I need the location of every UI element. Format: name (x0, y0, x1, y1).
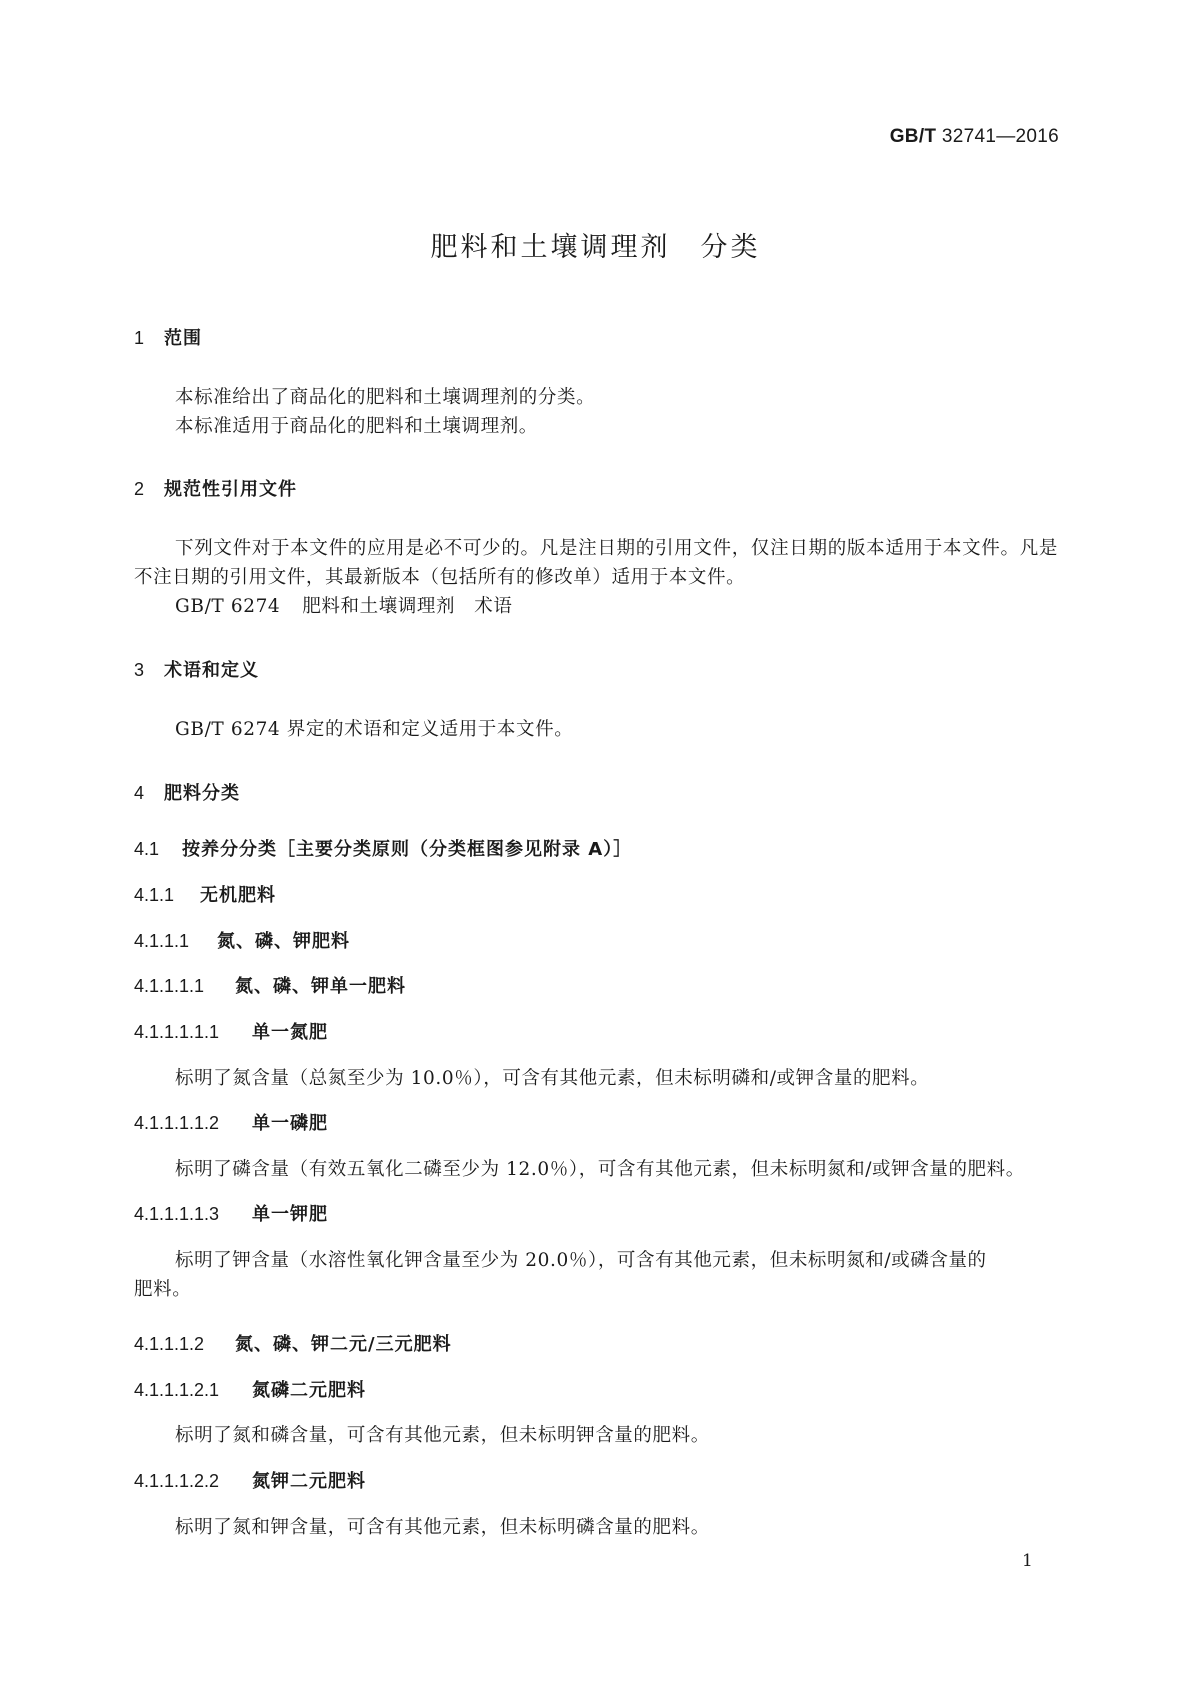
normative-reference: GB/T 6274 肥料和土壤调理剂 术语 (175, 596, 513, 617)
section-4-1-1-1-2-2-text: 标明了氮和钾含量，可含有其他元素，但未标明磷含量的肥料。 (175, 1517, 710, 1538)
section-3-heading: 3 术语和定义 (134, 660, 259, 681)
section-4-1-heading: 4.1 按养分分类［主要分类原则（分类框图参见附录 A）］ (134, 839, 633, 860)
section-4-1-1-1-2-heading: 4.1.1.1.2 氮、磷、钾二元/三元肥料 (134, 1334, 452, 1355)
section-4-1-1-1-1-1-heading: 4.1.1.1.1.1 单一氮肥 (134, 1022, 328, 1043)
section-3-para-1: GB/T 6274 界定的术语和定义适用于本文件。 (175, 719, 574, 740)
section-2-heading: 2 规范性引用文件 (134, 479, 297, 500)
section-1-heading: 1 范围 (134, 328, 202, 349)
standard-code: GB/T 32741—2016 (889, 126, 1059, 147)
section-4-1-1-1-heading: 4.1.1.1 氮、磷、钾肥料 (134, 931, 350, 952)
section-1-para-2: 本标准适用于商品化的肥料和土壤调理剂。 (175, 416, 538, 437)
section-4-1-1-1-1-3-text-line1: 标明了钾含量（水溶性氧化钾含量至少为 20.0％），可含有其他元素，但未标明氮和/或磷含量的 (175, 1250, 987, 1271)
section-4-1-1-1-1-2-text: 标明了磷含量（有效五氧化二磷至少为 12.0％），可含有其他元素，但未标明氮和/或钾含量的肥料。 (175, 1159, 1025, 1180)
section-4-1-1-1-1-3-text-line2: 肥料。 (134, 1279, 192, 1300)
section-4-1-1-heading: 4.1.1 无机肥料 (134, 885, 276, 906)
document-title: 肥料和土壤调理剂 分类 (430, 232, 761, 263)
section-4-1-1-1-2-2-heading: 4.1.1.1.2.2 氮钾二元肥料 (134, 1471, 366, 1492)
section-1-para-1: 本标准给出了商品化的肥料和土壤调理剂的分类。 (175, 387, 596, 408)
section-2-para-1: 下列文件对于本文件的应用是必不可少的。凡是注日期的引用文件，仅注日期的版本适用于本文件。凡是不注日期的引用文件，其最新版本（包括所有的修改单）适用于本文件。 (134, 538, 1058, 588)
page-number: 1 (1022, 1551, 1033, 1571)
section-4-1-1-1-2-1-heading: 4.1.1.1.2.1 氮磷二元肥料 (134, 1380, 366, 1401)
section-4-heading: 4 肥料分类 (134, 783, 240, 804)
section-4-1-1-1-2-1-text: 标明了氮和磷含量，可含有其他元素，但未标明钾含量的肥料。 (175, 1425, 710, 1446)
section-4-1-1-1-1-heading: 4.1.1.1.1 氮、磷、钾单一肥料 (134, 976, 406, 997)
section-4-1-1-1-1-3-heading: 4.1.1.1.1.3 单一钾肥 (134, 1204, 328, 1225)
section-4-1-1-1-1-2-heading: 4.1.1.1.1.2 单一磷肥 (134, 1113, 328, 1134)
section-4-1-1-1-1-1-text: 标明了氮含量（总氮至少为 10.0％），可含有其他元素，但未标明磷和/或钾含量的肥料。 (175, 1068, 930, 1089)
